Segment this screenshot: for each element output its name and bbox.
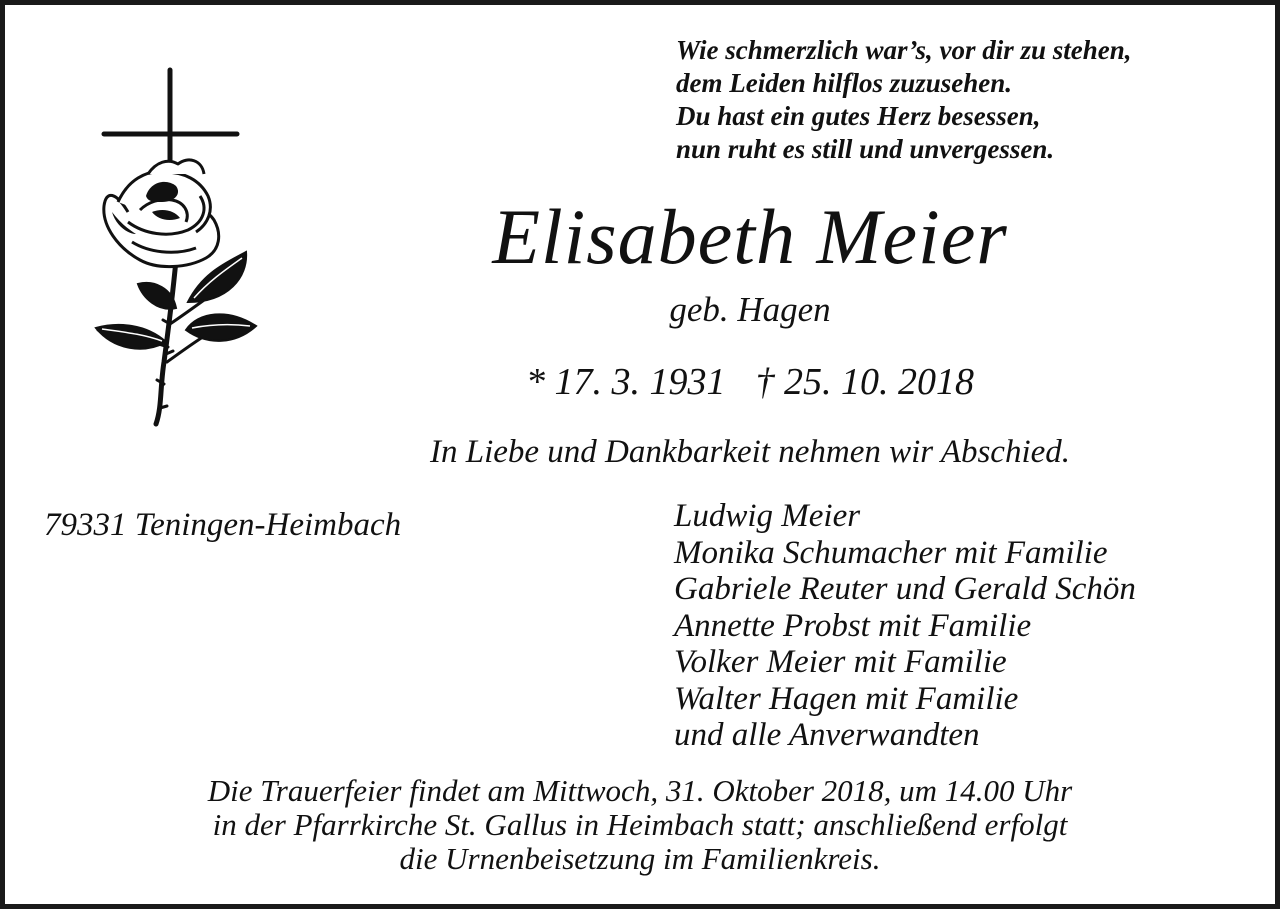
farewell-line: In Liebe und Dankbarkeit nehmen wir Abschied.: [429, 434, 1071, 470]
mourner: Walter Hagen mit Familie: [674, 680, 1019, 717]
service-line: die Urnenbeisetzung im Familienkreis.: [399, 841, 881, 876]
poem-line: nun ruht es still und unvergessen.: [676, 134, 1055, 164]
mourner: Volker Meier mit Familie: [674, 644, 1007, 680]
mourner: Monika Schumacher mit Familie: [674, 534, 1108, 571]
poem-line: Du hast ein gutes Herz besessen,: [676, 101, 1041, 131]
mourner: Ludwig Meier: [674, 498, 861, 534]
funeral-service-notice: [0, 774, 1280, 876]
life-dates: [0, 360, 1280, 404]
poem-line: Wie schmerzlich war’s, vor dir zu stehen,: [676, 35, 1132, 65]
mourners-list: [674, 498, 1136, 754]
deceased-name: Elisabeth Meier: [492, 193, 1008, 280]
maiden-name: geb. Hagen: [669, 290, 831, 329]
death-date: † 25. 10. 2018: [755, 361, 974, 403]
service-line: Die Trauerfeier findet am Mittwoch, 31. Oktober 2018, um 14.00 Uhr: [207, 773, 1073, 808]
mourner: Annette Probst mit Familie: [674, 607, 1032, 644]
mourner: und alle Anverwandten: [674, 717, 980, 753]
service-line: in der Pfarrkirche St. Gallus in Heimbach statt; anschließend erfolgt: [212, 807, 1068, 842]
mourner: Gabriele Reuter und Gerald Schön: [674, 571, 1136, 607]
memorial-poem: [676, 34, 1132, 166]
birth-date: * 17. 3. 1931: [526, 361, 726, 403]
poem-line: dem Leiden hilflos zuzusehen.: [676, 68, 1013, 98]
location: 79331 Teningen-Heimbach: [44, 507, 402, 543]
